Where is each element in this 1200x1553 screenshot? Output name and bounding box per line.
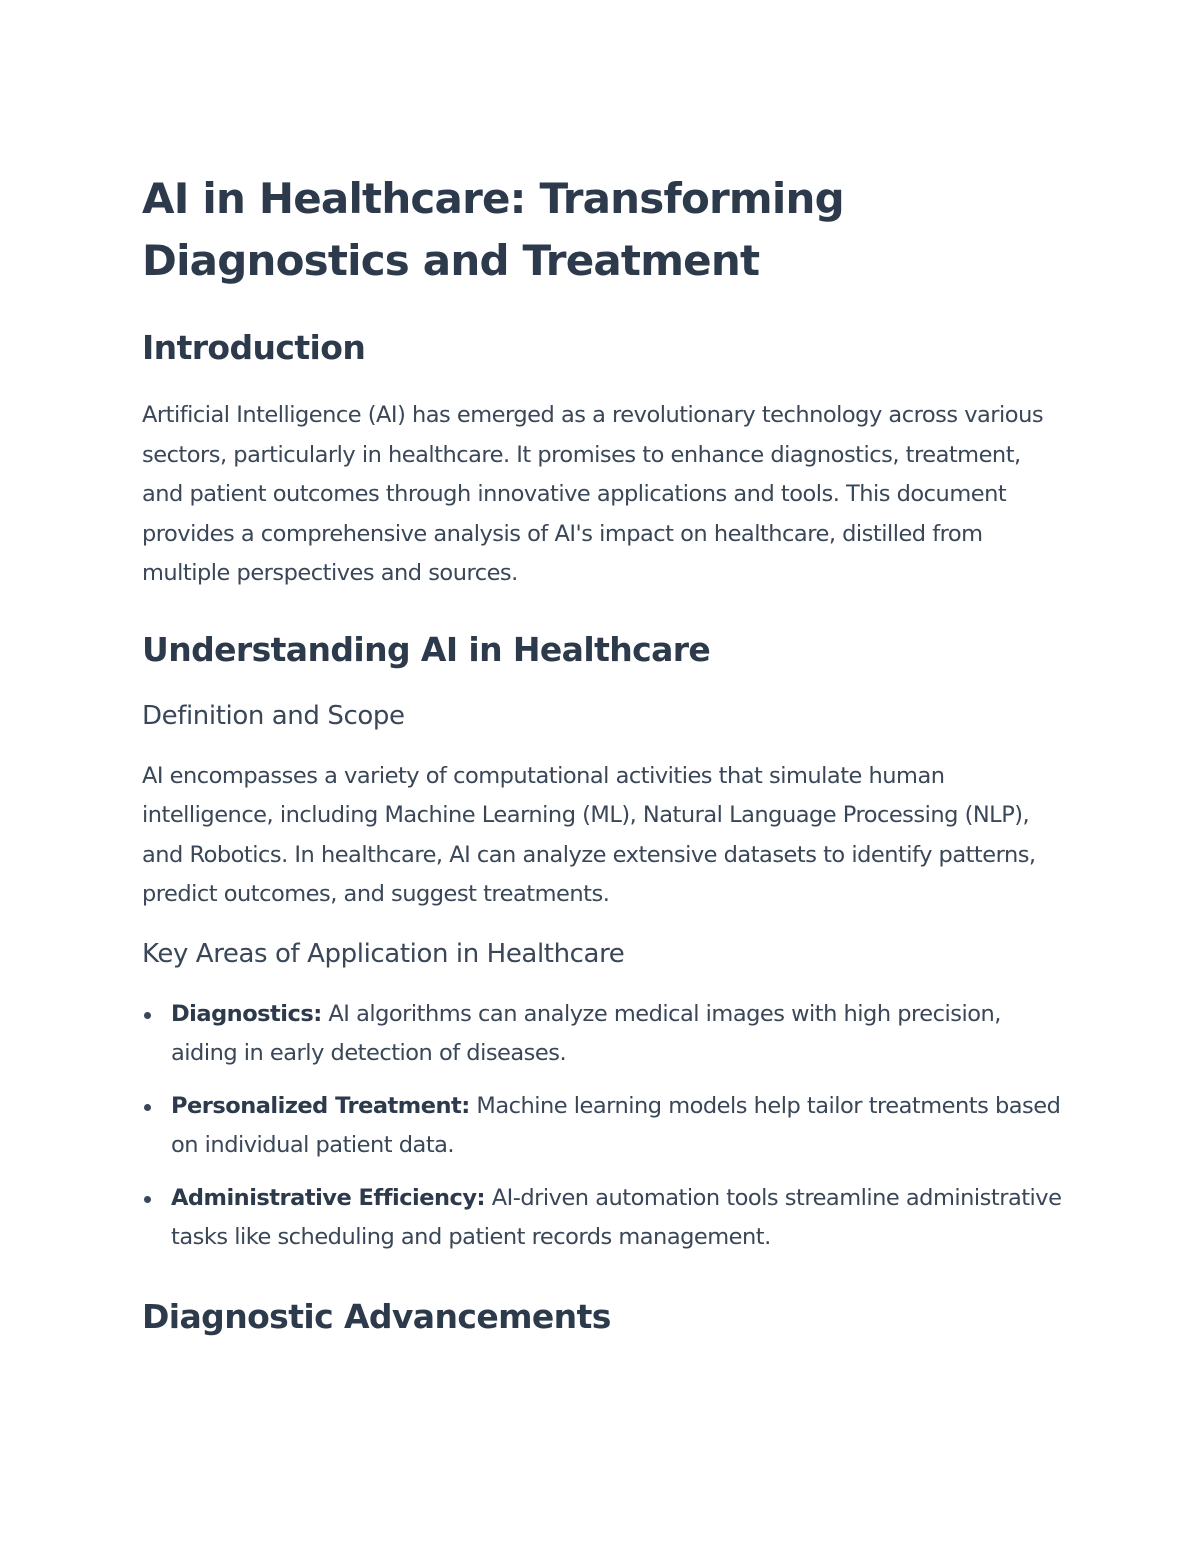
definition-paragraph: AI encompasses a variety of computational activities that simulate human intelligence, including Machine Learning (ML), Natural Language Processing (NLP), and Robotics. In healthcare, AI can analyze extensive datasets to identify patterns, predict outcomes, and suggest treatments. bbox=[142, 762, 1036, 907]
list-item-term: Administrative Efficiency: bbox=[171, 1184, 486, 1211]
list-item-text: AI-driven automation tools streamline administrative tasks like scheduling and patient records management. bbox=[171, 1184, 1062, 1250]
list-item-term: Personalized Treatment: bbox=[171, 1092, 470, 1119]
list-item bbox=[142, 995, 1062, 1074]
key-areas-list bbox=[142, 995, 1062, 1258]
document-title: AI in Healthcare: Transforming Diagnostics and Treatment bbox=[142, 174, 844, 285]
introduction-paragraph: Artificial Intelligence (AI) has emerged as a revolutionary technology across various sectors, particularly in healthcare. It promises to enhance diagnostics, treatment, and patient outcomes through innovative applications and tools. This document provides a comprehensive analysis of AI's impact on healthcare, distilled from multiple perspectives and sources. bbox=[142, 402, 1044, 586]
introduction-heading: Introduction bbox=[142, 328, 366, 367]
list-item-text: Machine learning models help tailor treatments based on individual patient data. bbox=[171, 1092, 1061, 1158]
list-item-text: AI algorithms can analyze medical images with high precision, aiding in early detection of diseases. bbox=[171, 1000, 1001, 1066]
understanding-heading: Understanding AI in Healthcare bbox=[142, 629, 711, 669]
key-areas-subheading: Key Areas of Application in Healthcare bbox=[142, 938, 625, 969]
bullet-icon bbox=[144, 1012, 151, 1019]
list-item bbox=[142, 1179, 1062, 1258]
list-item bbox=[142, 1087, 1062, 1166]
bullet-icon bbox=[144, 1196, 151, 1203]
list-item-term: Diagnostics: bbox=[171, 1000, 322, 1027]
document-page bbox=[142, 168, 1062, 1339]
definition-subheading: Definition and Scope bbox=[142, 700, 405, 731]
bullet-icon bbox=[144, 1104, 151, 1111]
diagnostic-heading: Diagnostic Advancements bbox=[142, 1296, 611, 1336]
